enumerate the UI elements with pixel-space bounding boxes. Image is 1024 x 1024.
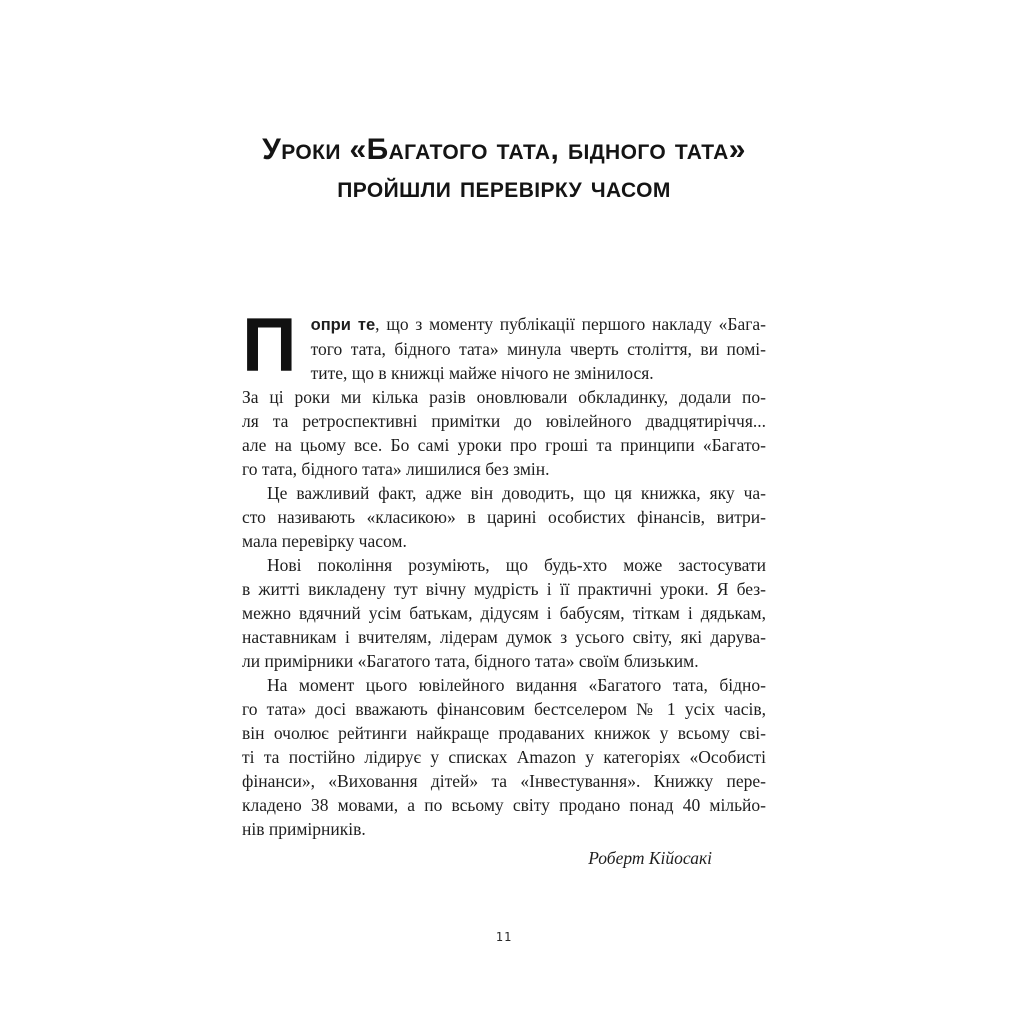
text-line: того тата, бідного тата» минула чверть століття, ви помі- — [310, 339, 766, 359]
text-line: На момент цього ювілейного видання «Багатого тата, бідно- — [267, 675, 766, 695]
text-line: ли примірники «Багатого тата, бідного тата» своїм близьким. — [242, 651, 699, 671]
text-line: в житті викладену тут вічну мудрість і її практичні уроки. Я без- — [242, 579, 766, 599]
text-line: межно вдячний усім батькам, дідусям і бабусям, тіткам і дядькам, — [242, 603, 766, 623]
paragraph — [242, 385, 766, 481]
text-line: фінанси», «Виховання дітей» та «Інвестування». Книжку пере- — [242, 771, 766, 791]
paragraph — [242, 553, 766, 673]
text-line: він очолює рейтинги найкраще продаваних книжок у всьому сві- — [242, 723, 766, 743]
text-line: кладено 38 мовами, а по всьому світу продано понад 40 мільйо- — [242, 795, 766, 815]
paragraphs-container — [242, 385, 766, 841]
text-line: ля та ретроспективні примітки до ювілейного двадцятиріччя... — [242, 411, 766, 431]
text-line: Нові покоління розуміють, що будь-хто може застосувати — [267, 555, 766, 575]
text-line — [242, 312, 766, 337]
text-line: тите, що в книжці майже нічого не змінилося. — [310, 363, 654, 383]
text-line: Це важливий факт, адже він доводить, що ця книжка, яку ча- — [267, 483, 766, 503]
chapter-title — [242, 131, 766, 207]
text-line: наставникам і вчителям, лідерам думок з усього світу, які дарува- — [242, 627, 766, 647]
author-signature: Роберт Кійосакі — [588, 848, 712, 868]
text-line: мала перевірку часом. — [242, 531, 407, 551]
text-line: го тата» досі вважають фінансовим бестселером № 1 усіх часів, — [242, 699, 766, 719]
text-line: сто називають «класикою» в царині особистих фінансів, витри- — [242, 507, 766, 527]
text-line: За ці роки ми кілька разів оновлювали обкладинку, додали по- — [242, 387, 766, 407]
body-text-block — [242, 303, 766, 841]
page-number: 11 — [495, 930, 513, 944]
text-line: але на цьому все. Бо самі уроки про гроші та принципи «Багато- — [242, 435, 766, 455]
text-line: ті та постійно лідирує у списках Amazon у категоріях «Особисті — [242, 747, 766, 767]
lead-in-bold: опри те — [310, 316, 376, 334]
chapter-title-line1: Уроки «Багатого тата, бідного тата» — [262, 133, 746, 166]
drop-cap-letter: П — [242, 303, 297, 388]
paragraph — [242, 673, 766, 841]
text-line: го тата, бідного тата» лишилися без змін. — [242, 459, 550, 479]
opening-line1-rest: , що з моменту публікації першого накладу «Бага- — [375, 314, 766, 334]
opening-paragraph — [242, 303, 766, 388]
paragraph — [242, 481, 766, 553]
text-line: нів примірників. — [242, 819, 366, 839]
chapter-title-line2: пройшли перевірку часом — [337, 171, 671, 204]
